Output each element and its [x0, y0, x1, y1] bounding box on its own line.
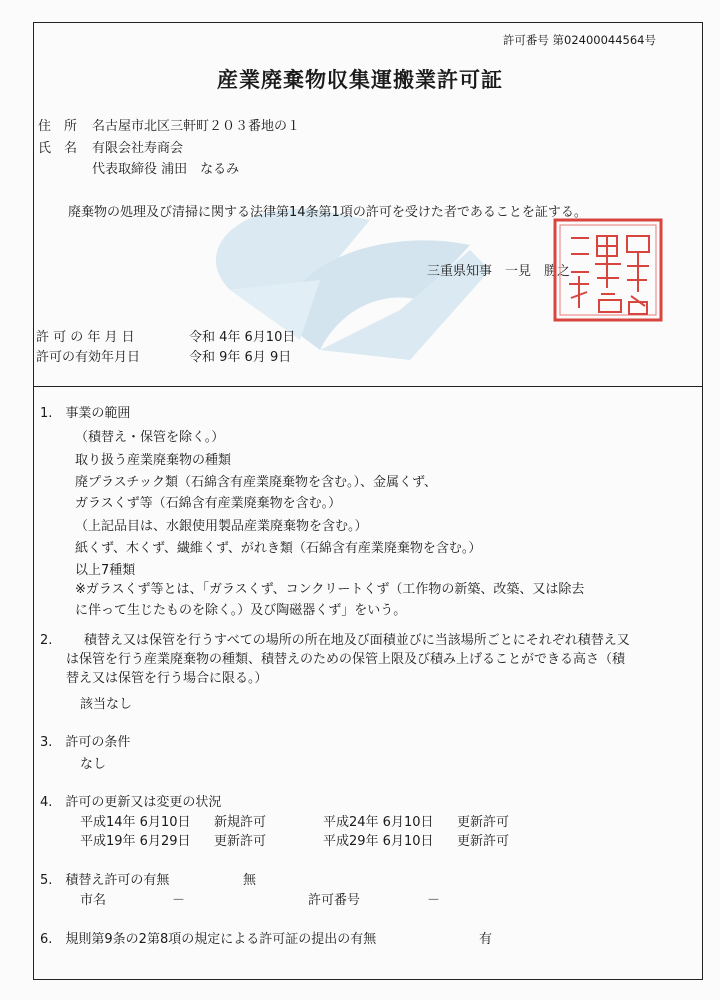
company-name: 有限会社寿商会: [92, 141, 184, 156]
valid-date-value: 令和 9年 6月 9日: [189, 350, 292, 365]
section2-number: 2.: [40, 633, 53, 648]
section1-line: （積替え・保管を除く。）: [75, 430, 225, 445]
city-value: －: [172, 893, 186, 908]
section6-value: 有: [479, 932, 493, 947]
section1-line: 紙くず、木くず、繊維くず、がれき類（石綿含有産業廃棄物を含む。）: [75, 541, 482, 556]
section2-line: は保管を行う産業廃棄物の種類、積替えのための保管上限及び積み上げることができる高さ（積: [66, 652, 626, 667]
valid-date-label: 許可の有効年月日: [36, 350, 141, 365]
history-type: 更新許可: [457, 834, 510, 849]
section2-line: 積替え又は保管を行うすべての場所の所在地及び面積並びに当該場所ごとにそれぞれ積替え又: [84, 633, 630, 648]
issued-date-value: 令和 4年 6月10日: [189, 330, 296, 345]
section1-heading: 1. 事業の範囲: [40, 406, 131, 421]
history-date: 平成14年 6月10日: [80, 815, 191, 830]
city-label: 市名: [80, 893, 107, 908]
section1-line: （上記品目は、水銀使用製品産業廃棄物を含む。）: [75, 519, 368, 534]
section1-line: に伴って生じたものを除く。）及び陶磁器くず」をいう。: [75, 603, 407, 618]
section1-line: ガラスくず等（石綿含有産業廃棄物を含む。）: [75, 496, 342, 511]
permit-number: 許可番号 第02400044564号: [502, 33, 656, 47]
representative-name: 代表取締役 浦田 なるみ: [92, 162, 240, 177]
section2-line: 替え又は保管を行う場合に限る。）: [66, 671, 268, 686]
history-type: 更新許可: [214, 834, 267, 849]
name-label: 氏 名: [38, 141, 78, 156]
section4-heading: 4. 許可の更新又は変更の状況: [40, 795, 222, 810]
issued-date-label: 許 可 の 年 月 日: [36, 330, 135, 345]
history-date: 平成24年 6月10日: [323, 815, 434, 830]
official-seal: [549, 214, 667, 326]
history-date: 平成19年 6月29日: [80, 834, 191, 849]
section5-value: 無: [243, 873, 257, 888]
document-title: 産業廃棄物収集運搬業許可証: [217, 68, 503, 92]
section3-value: なし: [80, 757, 107, 772]
transfer-permit-value: －: [427, 893, 441, 908]
history-type: 更新許可: [457, 815, 510, 830]
section6-heading: 6. 規則第9条の2第8項の規定による許可証の提出の有無: [40, 932, 377, 947]
transfer-permit-label: 許可番号: [308, 893, 361, 908]
section1-line: 以上7種類: [75, 563, 136, 578]
section3-heading: 3. 許可の条件: [40, 735, 131, 750]
section5-heading: 5. 積替え許可の有無: [40, 873, 170, 888]
address-label: 住 所: [38, 119, 78, 134]
certification-statement: 廃棄物の処理及び清掃に関する法律第14条第1項の許可を受けた者であることを証する。: [68, 205, 587, 220]
issuer-name: 三重県知事 一見 勝之: [427, 264, 571, 279]
section2-value: 該当なし: [80, 697, 133, 712]
history-date: 平成29年 6月10日: [323, 834, 434, 849]
address-value: 名古屋市北区三軒町２０３番地の１: [92, 119, 301, 134]
section1-line: 取り扱う産業廃棄物の種類: [75, 453, 232, 468]
section1-line: ※ガラスくず等とは、「ガラスくず、コンクリートくず（工作物の新築、改築、又は除去: [75, 582, 585, 597]
section1-line: 廃プラスチック類（石綿含有産業廃棄物を含む。）、金属くず、: [75, 475, 437, 490]
history-type: 新規許可: [214, 815, 267, 830]
